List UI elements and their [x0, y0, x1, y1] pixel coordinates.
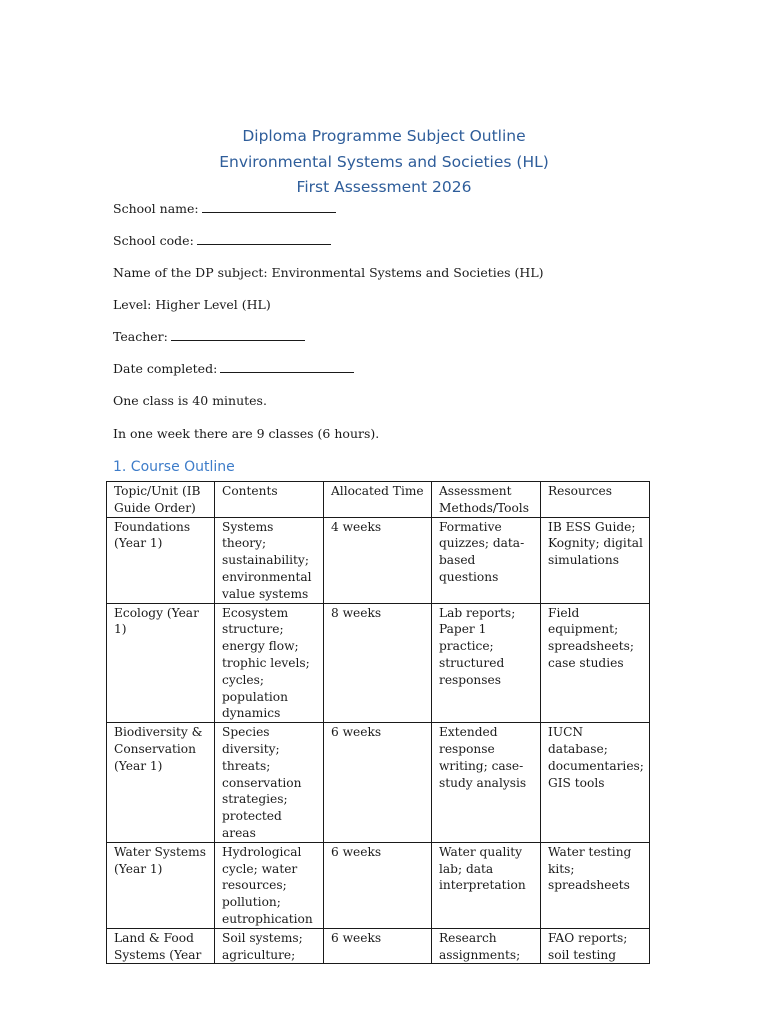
cell-topic: Water Systems (Year 1) — [107, 842, 215, 928]
table-row — [107, 517, 650, 603]
cell-topic: Land & Food Systems (Year — [107, 928, 215, 964]
school-code-field — [113, 233, 331, 249]
cell-assessment: Research assignments; — [432, 928, 541, 964]
cell-resources: Field equipment; spreadsheets; case studies — [541, 603, 650, 723]
cell-assessment: Water quality lab; data interpretation — [432, 842, 541, 928]
cell-resources: IUCN database; documentaries; GIS tools — [541, 723, 650, 843]
cell-resources: Water testing kits; spreadsheets — [541, 842, 650, 928]
date-completed-field — [113, 361, 354, 377]
date-completed-label: Date completed: — [113, 361, 218, 376]
header-topic: Topic/Unit (IB Guide Order) — [107, 482, 215, 518]
title-line-1: Diploma Programme Subject Outline — [242, 127, 526, 145]
header-allocated-time: Allocated Time — [324, 482, 432, 518]
subject-name-field: Name of the DP subject: Environmental Systems and Societies (HL) — [113, 265, 544, 280]
cell-assessment: Formative quizzes; data-based questions — [432, 517, 541, 603]
cell-time: 4 weeks — [324, 517, 432, 603]
course-outline-heading: 1. Course Outline — [113, 459, 235, 475]
cell-topic: Ecology (Year 1) — [107, 603, 215, 723]
cell-time: 8 weeks — [324, 603, 432, 723]
school-name-blank — [202, 201, 336, 213]
cell-contents: Soil systems; agriculture; — [215, 928, 324, 964]
cell-resources: IB ESS Guide; Kognity; digital simulations — [541, 517, 650, 603]
table-header-row — [107, 482, 650, 518]
school-name-label: School name: — [113, 201, 199, 216]
cell-contents: Ecosystem structure; energy flow; trophic levels; cycles; population dynamics — [215, 603, 324, 723]
cell-contents: Species diversity; threats; conservation strategies; protected areas — [215, 723, 324, 843]
header-contents: Contents — [215, 482, 324, 518]
level-field: Level: Higher Level (HL) — [113, 297, 271, 312]
table-row — [107, 723, 650, 843]
class-length-text: One class is 40 minutes. — [113, 393, 267, 408]
cell-resources: FAO reports; soil testing — [541, 928, 650, 964]
cell-assessment: Lab reports; Paper 1 practice; structured responses — [432, 603, 541, 723]
cell-contents: Hydrological cycle; water resources; pollution; eutrophication — [215, 842, 324, 928]
cell-topic: Foundations (Year 1) — [107, 517, 215, 603]
cell-time: 6 weeks — [324, 928, 432, 964]
cell-contents: Systems theory; sustainability; environmental value systems — [215, 517, 324, 603]
school-code-label: School code: — [113, 233, 194, 248]
teacher-blank — [171, 329, 305, 341]
cell-topic: Biodiversity & Conservation (Year 1) — [107, 723, 215, 843]
table-row — [107, 603, 650, 723]
school-name-field — [113, 201, 336, 217]
header-assessment: Assessment Methods/Tools — [432, 482, 541, 518]
table-row — [107, 842, 650, 928]
teacher-label: Teacher: — [113, 329, 168, 344]
document-title — [0, 124, 768, 201]
table-row — [107, 928, 650, 964]
date-completed-blank — [220, 361, 354, 373]
school-code-blank — [197, 233, 331, 245]
cell-assessment: Extended response writing; case-study analysis — [432, 723, 541, 843]
cell-time: 6 weeks — [324, 842, 432, 928]
cell-time: 6 weeks — [324, 723, 432, 843]
teacher-field — [113, 329, 305, 345]
title-line-2: Environmental Systems and Societies (HL) — [219, 152, 549, 171]
header-resources: Resources — [541, 482, 650, 518]
classes-per-week-text: In one week there are 9 classes (6 hours). — [113, 426, 380, 441]
title-line-3: First Assessment 2026 — [296, 178, 472, 196]
course-outline-table — [106, 481, 650, 964]
